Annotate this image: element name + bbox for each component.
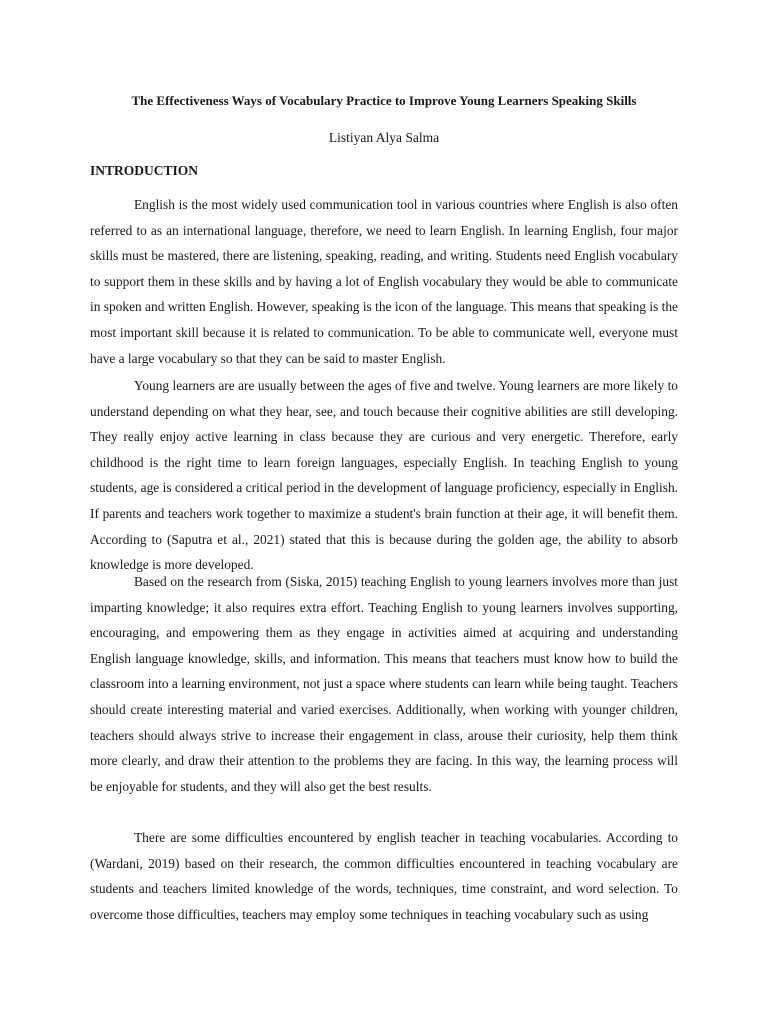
paragraph: There are some difficulties encountered by english teacher in teaching vocabularies. According to (Wardani, 2019) based on their research, the common difficulties encountered in teaching vocabulary are students and teachers limited knowledge of the words, techniques, time constraint, and word selection. To overcome those difficulties, teachers may employ some techniques in teaching vocabulary such as using xyxy=(90,830,678,922)
author-name: Listiyan Alya Salma xyxy=(328,130,440,145)
section-heading: INTRODUCTION xyxy=(90,163,199,178)
paragraph: Young learners are are usually between the ages of five and twelve. Young learners are more likely to understand depending on what they hear, see, and touch because their cognitive abilities are still developing. They really enjoy active learning in class because they are curious and very energetic. Therefore, early childhood is the right time to learn foreign languages, especially English. In teaching English to young students, age is considered a critical period in the development of language proficiency, especially in English. If parents and teachers work together to maximize a student's brain function at their age, it will benefit them. According to (Saputra et al., 2021) stated that this is because during the golden age, the ability to absorb knowledge is more developed. xyxy=(90,378,678,573)
paragraph: Based on the research from (Siska, 2015) teaching English to young learners involves more than just imparting knowledge; it also requires extra effort. Teaching English to young learners involves supporting, encouraging, and empowering them as they engage in activities aimed at acquiring and understanding English language knowledge, skills, and information. This means that teachers must know how to build the classroom into a learning environment, not just a space where students can learn while being taught. Teachers should create interesting material and varied exercises. Additionally, when working with younger children, teachers should always strive to increase their engagement in class, arouse their curiosity, help them think more clearly, and draw their attention to the problems they are facing. In this way, the learning process will be enjoyable for students, and they will also get the best results. xyxy=(90,574,678,794)
paragraph: English is the most widely used communication tool in various countries where English is also often referred to as an international language, therefore, we need to learn English. In learning English, four major skills must be mastered, there are listening, speaking, reading, and writing. Students need English vocabulary to support them in these skills and by having a lot of English vocabulary they would be able to communicate in spoken and written English. However, speaking is the icon of the language. This means that speaking is the most important skill because it is related to communication. To be able to communicate well, everyone must have a large vocabulary so that they can be said to master English. xyxy=(90,197,678,366)
document-title: The Effectiveness Ways of Vocabulary Practice to Improve Young Learners Speaking Skills xyxy=(131,93,637,108)
